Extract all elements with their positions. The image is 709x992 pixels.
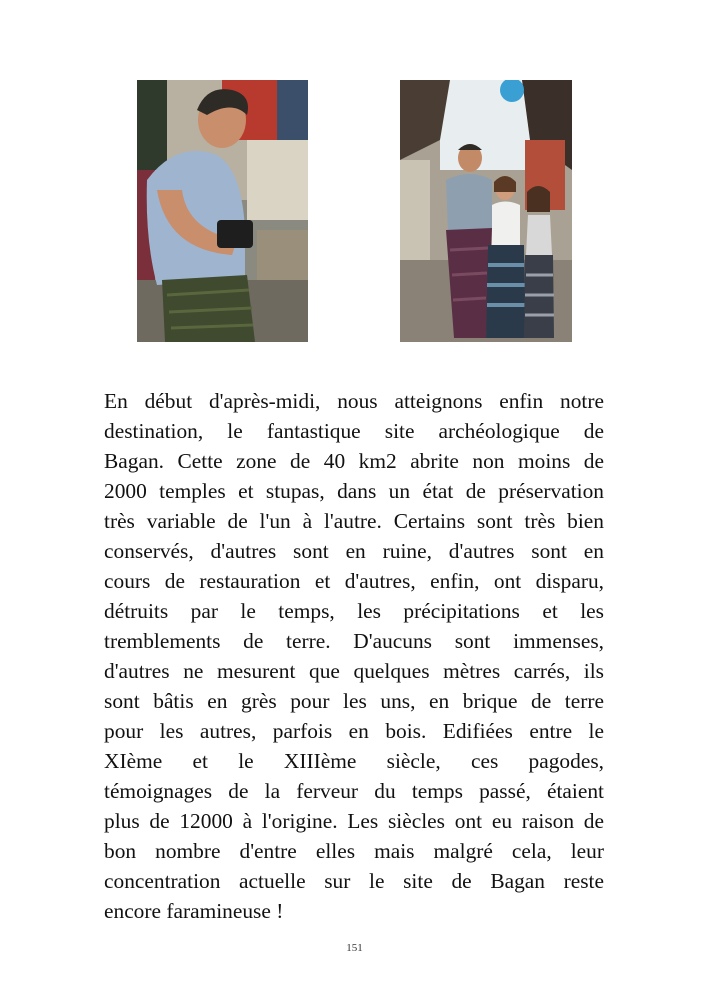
text-line: concentration actuelle sur le site de Bagan reste xyxy=(104,869,604,893)
page-number: 151 xyxy=(346,942,363,954)
text-line: plus de 12000 à l'origine. Les siècles ont eu raison de xyxy=(104,809,604,833)
text-line: sont bâtis en grès pour les uns, en brique de terre xyxy=(104,689,604,713)
text-line: En début d'après-midi, nous atteignons enfin notre xyxy=(104,389,604,413)
text-line: d'autres ne mesurent que quelques mètres carrés, ils xyxy=(104,659,604,683)
photo-market-man xyxy=(137,80,308,342)
photo-market-family xyxy=(400,80,572,342)
text-line: XIème et le XIIIème siècle, ces pagodes, xyxy=(104,749,604,773)
text-line: tremblements de terre. D'aucuns sont immenses, xyxy=(104,629,604,653)
text-line: destination, le fantastique site archéologique de xyxy=(104,419,604,443)
text-line: témoignages de la ferveur du temps passé, étaient xyxy=(104,779,604,803)
text-line: conservés, d'autres sont en ruine, d'autres sont en xyxy=(104,539,604,563)
text-line: cours de restauration et d'autres, enfin, ont disparu, xyxy=(104,569,604,593)
body-paragraph xyxy=(104,386,604,926)
text-line: bon nombre d'entre elles mais malgré cela, leur xyxy=(104,839,604,863)
text-line: encore faramineuse ! xyxy=(104,899,284,923)
text-line: pour les autres, parfois en bois. Edifiées entre le xyxy=(104,719,604,743)
text-line: très variable de l'un à l'autre. Certains sont très bien xyxy=(104,509,604,533)
text-line: détruits par le temps, les précipitations et les xyxy=(104,599,604,623)
text-line: 2000 temples et stupas, dans un état de préservation xyxy=(104,479,604,503)
text-line: Bagan. Cette zone de 40 km2 abrite non moins de xyxy=(104,449,604,473)
